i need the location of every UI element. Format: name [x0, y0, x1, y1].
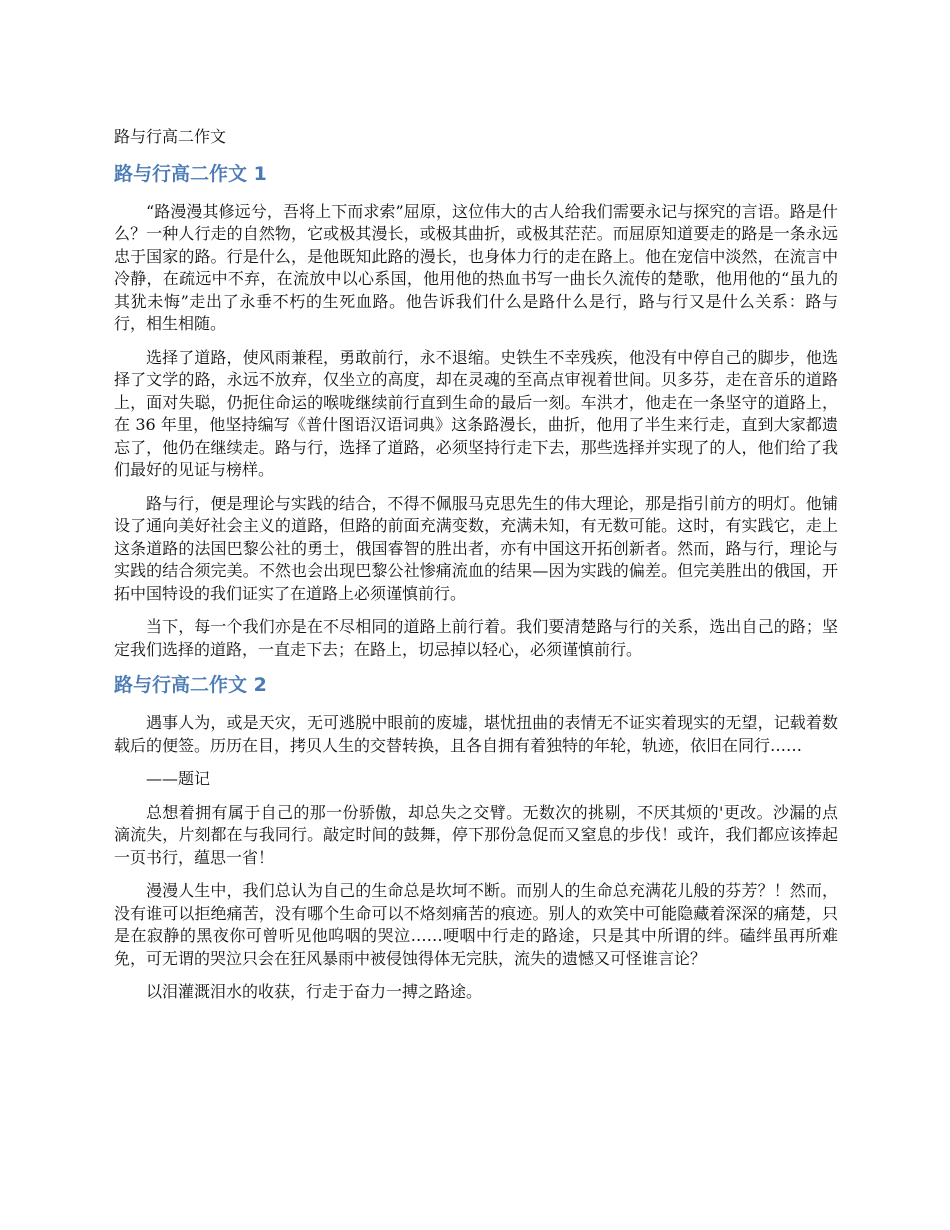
epigraph-attribution: ——题记 — [146, 769, 211, 788]
paragraph: 选择了道路，使风雨兼程，勇敢前行，永不退缩。史铁生不幸残疾，他没有中停自己的脚步，他选择了文学的路，永远不放弃，仅坐立的高度，却在灵魂的至高点审视着世间。贝多芬，走在音乐的道路上，面对失聪，仍扼住命运的喉咙继续前行直到生命的最后一刻。车洪才，他走在一条坚守的道路上，在 36 年里，他坚持编写《普什图语汉语词典》这条路漫长，曲折，他用了半生来行走，直到大家都遗忘了，他仍在继续走。路与行，选择了道路，必须坚持行走下去，那些选择并实现了的人，他们给了我们最好的见证与榜样。 — [114, 347, 838, 479]
paragraph: 当下，每一个我们亦是在不尽相同的道路上前行着。我们要清楚路与行的关系，选出自己的路；坚定我们选择的道路，一直走下去；在路上，切忌掉以轻心，必须谨慎前行。 — [114, 617, 838, 659]
paragraph: 总想着拥有属于自己的那一份骄傲，却总失之交臂。无数次的挑剔，不厌其烦的'更改。沙漏的点滴流失，片刻都在与我同行。敲定时间的鼓舞，停下那份急促而又窒息的步伐！或许，我们都应该捧起一页书行，蕴思一省！ — [114, 802, 838, 867]
paragraph: 遇事人为，或是天灾，无可逃脱中眼前的废墟，堪忧扭曲的表情无不证实着现实的无望，记载着数载后的便签。历历在目，拷贝人生的交替转换，且各自拥有着独特的年轮，轨迹，依旧在同行…… — [114, 713, 838, 755]
section-heading: 路与行高二作文 2 — [114, 674, 267, 696]
section-2 — [114, 672, 838, 1004]
paragraph: 以泪灌溉泪水的收获，行走于奋力一搏之路途。 — [146, 982, 483, 1001]
paragraph: 漫漫人生中，我们总认为自己的生命总是坎坷不断。而别人的生命总充满花儿般的芬芳？！然而，没有谁可以拒绝痛苦，没有哪个生命可以不烙刻痛苦的痕迹。别人的欢笑中可能隐藏着深深的痛楚，只是在寂静的黑夜你可曾听见他呜咽的哭泣……哽咽中行走的路途，只是其中所谓的绊。磕绊虽再所难免，可无谓的哭泣只会在狂风暴雨中被侵蚀得体无完肤，流失的遗憾又可怪谁言论？ — [114, 881, 838, 968]
paragraph: “路漫漫其修远兮，吾将上下而求索”屈原，这位伟大的古人给我们需要永记与探究的言语。路是什么？一种人行走的自然物，它或极其漫长，或极其曲折，或极其茫茫。而屈原知道要走的路是一条永远忠于国家的路。行是什么，是他既知此路的漫长，也身体力行的走在路上。他在宠信中淡然，在流言中冷静，在疏远中不弃，在流放中以心系国，他用他的热血书写一曲长久流传的楚歌，他用他的“虽九的其犹未悔”走出了永垂不朽的生死血路。他告诉我们什么是路什么是行，路与行又是什么关系：路与行，相生相随。 — [114, 201, 838, 333]
section-heading: 路与行高二作文 1 — [114, 162, 267, 185]
section-1 — [114, 161, 838, 662]
document-page — [114, 126, 838, 1015]
document-title: 路与行高二作文 — [114, 127, 227, 146]
paragraph: 路与行，便是理论与实践的结合，不得不佩服马克思先生的伟大理论，那是指引前方的明灯。他铺设了通向美好社会主义的道路，但路的前面充满变数，充满未知，有无数可能。这时，有实践它，走上这条道路的法国巴黎公社的勇士，俄国睿智的胜出者，亦有中国这开拓创新者。然而，路与行，理论与实践的结合须完美。不然也会出现巴黎公社惨痛流血的结果—因为实践的偏差。但完美胜出的俄国，开拓中国特设的我们证实了在道路上必须谨慎前行。 — [114, 493, 838, 603]
